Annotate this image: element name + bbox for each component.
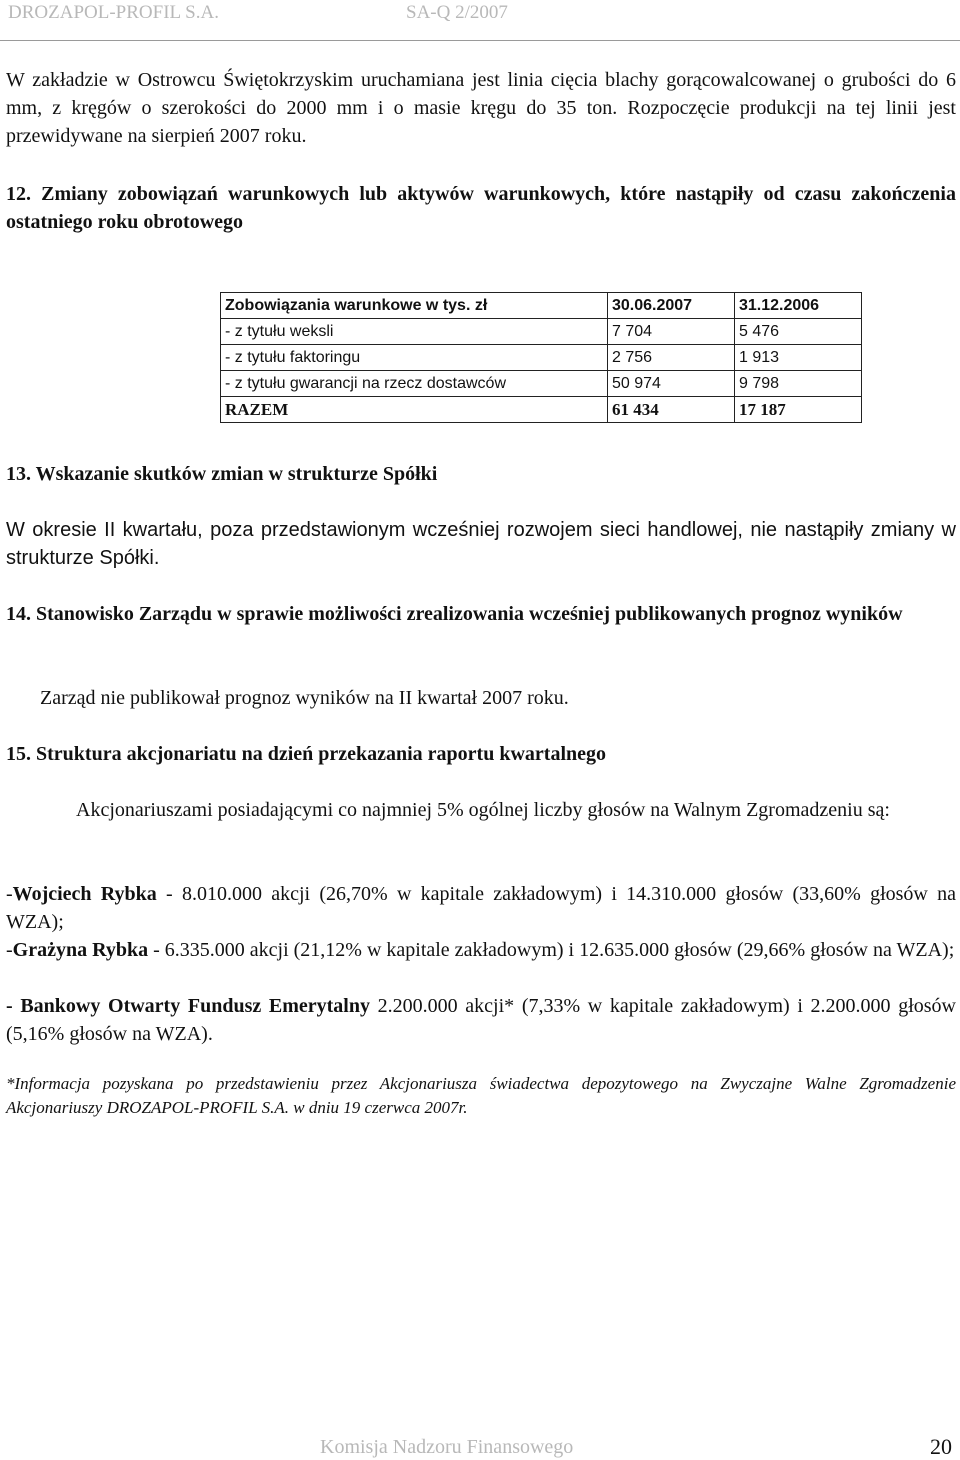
- shareholder-prefix: -: [6, 883, 13, 905]
- table-header-label: Zobowiązania warunkowe w tys. zł: [221, 293, 608, 319]
- shareholder-name: Bankowy Otwarty Fundusz Emerytalny: [20, 995, 370, 1017]
- table-header-date-2: 31.12.2006: [735, 293, 862, 319]
- table-cell: 2 756: [608, 345, 735, 371]
- section-13-heading: 13. Wskazanie skutków zmian w strukturze Spółki: [6, 463, 438, 485]
- table-total-value-2: 17 187: [735, 397, 862, 423]
- shareholder-name: Grażyna Rybka: [12, 939, 149, 961]
- shareholder-prefix: -: [6, 939, 13, 961]
- table-total-value-1: 61 434: [608, 397, 735, 423]
- shareholder-details: - 6.335.000 akcji (21,12% w kapitale zakładowym) i 12.635.000 głosów (29,66% głosów na WZA);: [148, 939, 955, 961]
- shareholder-prefix: -: [6, 995, 21, 1017]
- table-cell: 7 704: [608, 319, 735, 345]
- shareholder-name: Wojciech Rybka: [12, 883, 157, 905]
- intro-paragraph: W zakładzie w Ostrowcu Świętokrzyskim uruchamiana jest linia cięcia blachy gorącowalcowanej o grubości do 6 mm, z kręgów o szerokości do 2000 mm i o masie kręgu do 35 ton. Rozpoczęcie produkcji na tej linii jest przewidywane na sierpień 2007 roku.: [6, 69, 956, 147]
- shareholder-item: [6, 992, 956, 1048]
- page-header: [8, 2, 952, 34]
- shareholder-details: - 8.010.000 akcji (26,70% w kapitale zakładowym) i 14.310.000 głosów (33,60% głosów na WZA);: [6, 883, 956, 933]
- section-14-paragraph: Zarząd nie publikował prognoz wyników na II kwartał 2007 roku.: [40, 687, 569, 709]
- table-header-row: [221, 293, 862, 319]
- table-cell: 1 913: [735, 345, 862, 371]
- table-cell: - z tytułu faktoringu: [221, 345, 608, 371]
- section-12-heading: 12. Zmiany zobowiązań warunkowych lub aktywów warunkowych, które nastąpiły od czasu zakończenia ostatniego roku obrotowego: [6, 183, 956, 233]
- table-cell: - z tytułu weksli: [221, 319, 608, 345]
- table-header-date-1: 30.06.2007: [608, 293, 735, 319]
- table-row: [221, 345, 862, 371]
- section-14-heading: 14. Stanowisko Zarządu w sprawie możliwości zrealizowania wcześniej publikowanych prognoz wyników: [6, 603, 903, 625]
- page-number: 20: [930, 1434, 952, 1459]
- table-cell: 5 476: [735, 319, 862, 345]
- table-total-label: RAZEM: [221, 397, 608, 423]
- table-row: [221, 319, 862, 345]
- shareholder-item: [6, 880, 956, 936]
- shareholder-details: 2.200.000 akcji* (7,33% w kapitale zakładowym) i 2.200.000 głosów (5,16% głosów na WZA).: [6, 995, 956, 1045]
- header-divider: [0, 40, 960, 41]
- table-row: [221, 371, 862, 397]
- shareholder-item: [6, 936, 956, 964]
- header-report-id: SA-Q 2/2007: [406, 2, 508, 23]
- table-cell: - z tytułu gwarancji na rzecz dostawców: [221, 371, 608, 397]
- shareholder-footnote: *Informacja pozyskana po przedstawieniu przez Akcjonariusza świadectwa depozytowego na Zwyczajne Walne Zgromadzenie Akcjonariuszy DROZAPOL-PROFIL S.A. w dniu 19 czerwca 2007r.: [6, 1074, 956, 1117]
- footer-institution: Komisja Nadzoru Finansowego: [320, 1436, 574, 1458]
- contingent-liabilities-table: [220, 292, 862, 423]
- table-cell: 50 974: [608, 371, 735, 397]
- header-company: DROZAPOL-PROFIL S.A.: [8, 2, 219, 23]
- section-15-heading: 15. Struktura akcjonariatu na dzień przekazania raportu kwartalnego: [6, 743, 606, 765]
- section-15-intro: Akcjonariuszami posiadającymi co najmniej 5% ogólnej liczby głosów na Walnym Zgromadzeniu są:: [76, 799, 890, 821]
- section-13-paragraph: W okresie II kwartału, poza przedstawionym wcześniej rozwojem sieci handlowej, nie nastąpiły zmiany w strukturze Spółki.: [6, 519, 956, 569]
- table-cell: 9 798: [735, 371, 862, 397]
- table-total-row: [221, 397, 862, 423]
